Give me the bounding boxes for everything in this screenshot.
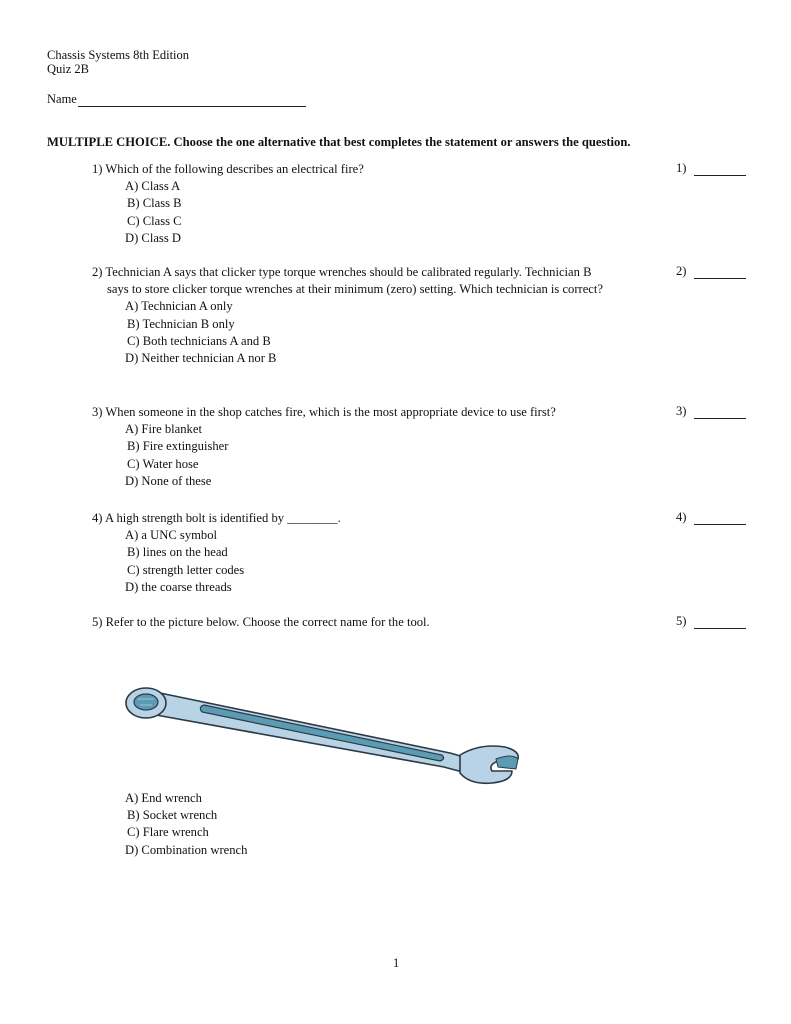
question-1 [92,161,662,247]
answer-blank-2[interactable] [694,267,746,279]
answer-number-4: 4) [676,510,687,524]
option-d[interactable]: D) Neither technician A nor B [125,351,277,366]
question-3 [92,404,662,490]
option-b[interactable]: B) Class B [127,196,182,211]
option-a[interactable]: A) Fire blanket [125,422,202,437]
document-header [47,48,189,76]
option-a[interactable]: A) End wrench [125,791,202,805]
option-b[interactable]: B) lines on the head [127,545,228,560]
option-b[interactable]: B) Technician B only [127,316,235,331]
question-5-options [125,790,247,859]
option-d[interactable]: D) None of these [125,473,212,488]
option-d[interactable]: D) Class D [125,230,181,245]
option-c[interactable]: C) strength letter codes [127,562,245,577]
answer-number-1: 1) [676,161,687,175]
option-d[interactable]: D) Combination wrench [125,842,248,857]
option-b[interactable]: B) Fire extinguisher [127,439,229,454]
page-number: 1 [393,956,400,970]
question-2 [92,264,664,367]
option-b[interactable]: B) Socket wrench [127,808,218,823]
option-d[interactable]: D) the coarse threads [125,579,232,594]
option-c[interactable]: C) Both technicians A and B [127,333,271,348]
answer-blank-5[interactable] [694,617,746,629]
options-list [125,421,662,490]
course-title: Chassis Systems 8th Edition [47,48,190,62]
name-blank-line[interactable] [78,94,306,107]
question-stem: 1) Which of the following describes an electrical fire? [92,162,364,176]
answer-blank-1[interactable] [694,164,746,176]
box-end-icon [134,694,158,710]
option-c[interactable]: C) Flare wrench [127,825,209,840]
answer-number-2: 2) [676,264,687,278]
option-c[interactable]: C) Class C [127,213,182,228]
question-stem: 2) Technician A says that clicker type torque wrenches should be calibrated regularly. Technician B [92,265,592,279]
question-stem-continued: says to store clicker torque wrenches at their minimum (zero) setting. Which technician is correct? [107,282,603,297]
option-a[interactable]: A) a UNC symbol [125,528,217,543]
combination-wrench-image [120,675,540,785]
answer-blank-3[interactable] [694,407,746,419]
option-c[interactable]: C) Water hose [127,456,199,471]
question-stem: 3) When someone in the shop catches fire, which is the most appropriate device to use first? [92,405,556,419]
options-list [125,527,662,596]
quiz-title: Quiz 2B [47,62,90,76]
question-stem: 4) A high strength bolt is identified by ________. [92,511,341,525]
question-4 [92,510,662,596]
options-list [125,298,664,367]
answer-blank-4[interactable] [694,513,746,525]
answer-number-5: 5) [676,614,687,628]
option-a[interactable]: A) Technician A only [125,299,233,314]
question-5 [92,614,662,631]
options-list [125,178,662,247]
question-stem: 5) Refer to the picture below. Choose the correct name for the tool. [92,615,430,629]
option-a[interactable]: A) Class A [125,179,181,194]
answer-number-3: 3) [676,404,687,418]
name-field[interactable] [47,92,306,107]
instructions: MULTIPLE CHOICE. Choose the one alternative that best completes the statement or answers the question. [47,135,631,149]
name-label: Name [47,92,77,106]
